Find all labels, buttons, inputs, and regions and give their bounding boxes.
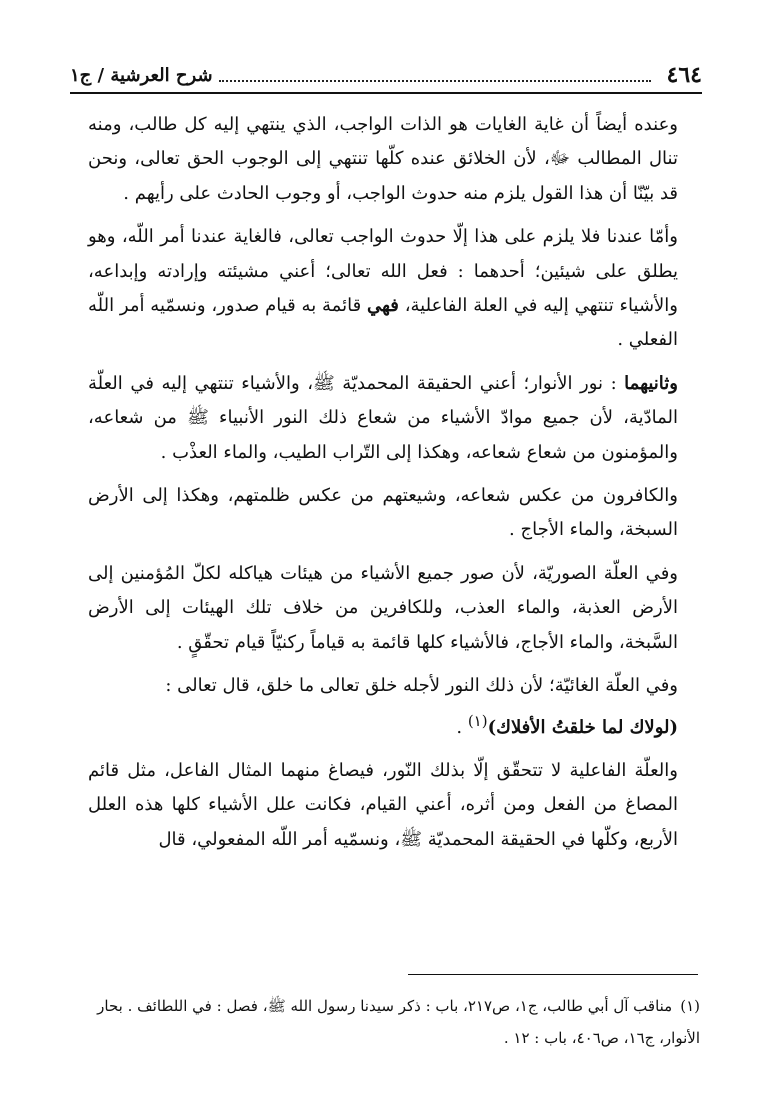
header-leader-dots	[219, 68, 651, 82]
footnote-number: (١)	[680, 997, 700, 1015]
paragraph-7: والعلّة الفاعلية لا تتحقّق إلّا بذلك النّور، فيصاغ منهما المثال الفاعل، مثل قائم المصاغ من الفعل ومن أثره، أعني القيام، فكانت علل الأشياء كلها هذه العلل الأربع، وكلّها في الحقيقة المحمديّة ﷺ، ونسمّيه أمر اللّه المفعولي، قال	[88, 759, 678, 850]
page-number: ٤٦٤	[666, 62, 702, 88]
bold-term: فهي	[367, 295, 399, 317]
bold-term: وثانيهما	[624, 372, 678, 394]
paragraph-1: وعنده أيضاً أن غاية الغايات هو الذات الواجب، الذي ينتهي إليه كل طالب، ومنه تنال المطالب ﷻ، لأن الخلائق عنده كلّها تنتهي إلى الوجوب الحق تعالى، ونحن قد بيّنّا أن هذا القول يلزم منه حدوث الواجب، أو وجوب الحادث على رأيهم .	[88, 114, 678, 204]
main-text	[88, 108, 700, 857]
paragraph-5: وفي العلّة الصوريّة، لأن صور جميع الأشياء من هيئات هياكله لكلّ المُؤمنين إلى الأرض العذبة، والماء العذب، وللكافرين من خلاف تلك الهيئات إلى الأرض السَّبخة، والماء الأجاج، فالأشياء كلها قائمة به قياماً ركنيّاً قيام تحقّقٍ .	[88, 562, 678, 653]
running-title: شرح العرشية / ج١	[70, 64, 213, 86]
footnote-ref: (١)	[467, 711, 488, 730]
footnote-text: مناقب آل أبي طالب، ج١، ص٢١٧، باب : ذكر سيدنا رسول الله ﷺ، فصل : في اللطائف . بحار الأنوار، ج١٦، ص٤٠٦، باب : ١٢ .	[97, 997, 700, 1047]
quote-tail: .	[456, 716, 468, 738]
footnotes	[88, 990, 700, 1054]
paragraph-2: وأمّا عندنا فلا يلزم على هذا إلّا حدوث الواجب تعالى، فالغاية عندنا أمر اللّه، وهو يطلق على شيئين؛ أحدهما : فعل الله تعالى؛ أعني مشيئته وإرادته وإبداعه، والأشياء تنتهي إليه في العلة الفاعلية، فهي قائمة به قيام صدور، ونسمّيه أمر اللّه الفعلي .	[88, 226, 678, 351]
paragraph-6	[88, 669, 700, 745]
footnote-separator	[408, 974, 698, 975]
paragraph-4: والكافرون من عكس شعاعه، وشيعتهم من عكس ظلمتهم، وهكذا إلى الأرض السبخة، والماء الأجاج .	[88, 485, 678, 541]
paragraph-3: وثانيهما : نور الأنوار؛ أعني الحقيقة المحمديّة ﷺ، والأشياء تنتهي إليه في العلّة المادّية، لأن جميع موادّ الأشياء من شعاع ذلك النور الأنبياء ﷺ من شعاعه، والمؤمنون من شعاع شعاعه، وهكذا إلى التّراب الطيب، والماء العذْب .	[88, 372, 678, 463]
hadith-quote: (لولاك لما خلقتُ الأفلاك)	[487, 716, 678, 738]
footnote-1	[88, 990, 700, 1054]
paragraph-6-text: وفي العلّة الغائيّة؛ لأن ذلك النور لأجله خلق تعالى ما خلق، قال تعالى :	[165, 675, 678, 697]
page-header	[70, 58, 702, 94]
